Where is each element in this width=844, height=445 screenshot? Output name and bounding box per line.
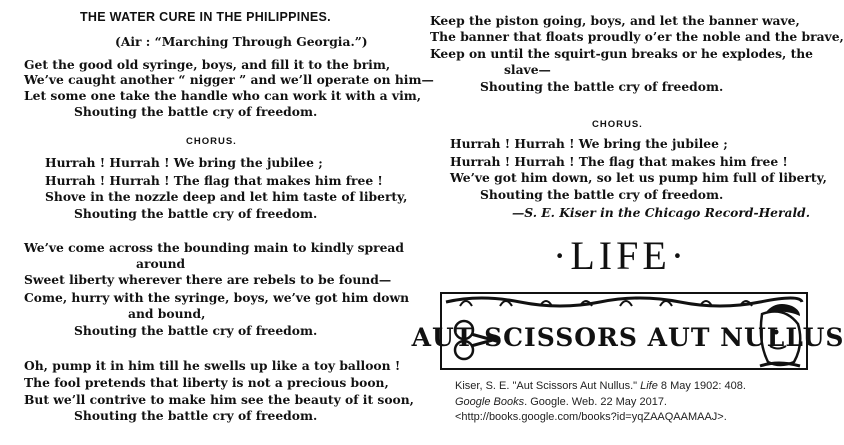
chorus1-line: Shove in the nozzle deep and let him taste of liberty, xyxy=(45,189,408,204)
verse3-line: Oh, pump it in him till he swells up like a toy balloon ! xyxy=(24,358,401,373)
poem-title: THE WATER CURE IN THE PHILIPPINES. xyxy=(80,10,331,24)
verse2-line: We’ve come across the bounding main to kindly spread xyxy=(24,240,404,255)
verse4-line: The banner that floats proudly o’er the noble and the brave, xyxy=(430,29,844,44)
chorus2-line: Shouting the battle cry of freedom. xyxy=(480,187,724,202)
verse1-line: Shouting the battle cry of freedom. xyxy=(74,104,318,119)
verse2-line: Shouting the battle cry of freedom. xyxy=(74,323,318,338)
citation-access: . Google. Web. 22 May 2017. xyxy=(524,396,667,408)
banner-title: AUT SCISSORS AUT NULLUS xyxy=(411,323,844,352)
citation-date: 8 May 1902: 408. xyxy=(657,380,746,392)
verse4-line: slave— xyxy=(504,62,551,77)
chorus-label: CHORUS. xyxy=(186,136,237,147)
chorus-label: CHORUS. xyxy=(592,119,643,130)
citation-journal: Life xyxy=(640,380,658,392)
citation-source: Google Books xyxy=(455,396,525,408)
verse2-line: Sweet liberty wherever there are rebels to be found— xyxy=(24,272,392,287)
verse2-line: around xyxy=(136,256,186,271)
citation-url[interactable]: <http://books.google.com/books?id=yqZAAQAAMAAJ>. xyxy=(455,411,727,423)
verse4-line: Keep on until the squirt-gun breaks or he explodes, the xyxy=(430,46,814,61)
citation-author-title: Kiser, S. E. "Aut Scissors Aut Nullus." xyxy=(455,380,641,392)
verse3-line: But we’ll contrive to make him see the beauty of it soon, xyxy=(24,392,414,407)
chorus2-line: Hurrah ! Hurrah ! The flag that makes him free ! xyxy=(450,154,788,169)
verse1-line: Let some one take the handle who can work it with a vim, xyxy=(24,88,422,103)
verse1-line: We’ve caught another “ nigger ” and we’ll operate on him— xyxy=(24,72,434,87)
air-prefix: (Air : xyxy=(115,34,155,49)
verse3-line: The fool pretends that liberty is not a precious boon, xyxy=(24,375,389,390)
chorus2-line: We’ve got him down, so let us pump him full of liberty, xyxy=(450,170,827,185)
aut-scissors-banner xyxy=(411,292,844,370)
chorus1-line: Shouting the battle cry of freedom. xyxy=(74,206,318,221)
chorus1-line: Hurrah ! Hurrah ! The flag that makes him free ! xyxy=(45,173,383,188)
verse2-line: Come, hurry with the syringe, boys, we’ve got him down xyxy=(24,290,410,305)
verse4-line: Keep the piston going, boys, and let the banner wave, xyxy=(430,13,800,28)
verse4-line: Shouting the battle cry of freedom. xyxy=(480,79,724,94)
verse1-line: Get the good old syringe, boys, and fill it to the brim, xyxy=(24,57,391,72)
air-line xyxy=(115,34,368,49)
citation-line-2 xyxy=(455,396,667,408)
citation-line-1 xyxy=(455,380,746,392)
air-song: “Marching Through Georgia. xyxy=(154,34,355,49)
verse3-line: Shouting the battle cry of freedom. xyxy=(74,408,318,423)
life-masthead: ·LIFE· xyxy=(553,233,689,278)
chorus1-line: Hurrah ! Hurrah ! We bring the jubilee ; xyxy=(45,155,323,170)
chorus2-line: Hurrah ! Hurrah ! We bring the jubilee ; xyxy=(450,136,728,151)
air-suffix: ”) xyxy=(354,34,368,49)
verse2-line: and bound, xyxy=(128,306,206,321)
attribution: —S. E. Kiser in the Chicago Record-Herald. xyxy=(512,205,811,220)
